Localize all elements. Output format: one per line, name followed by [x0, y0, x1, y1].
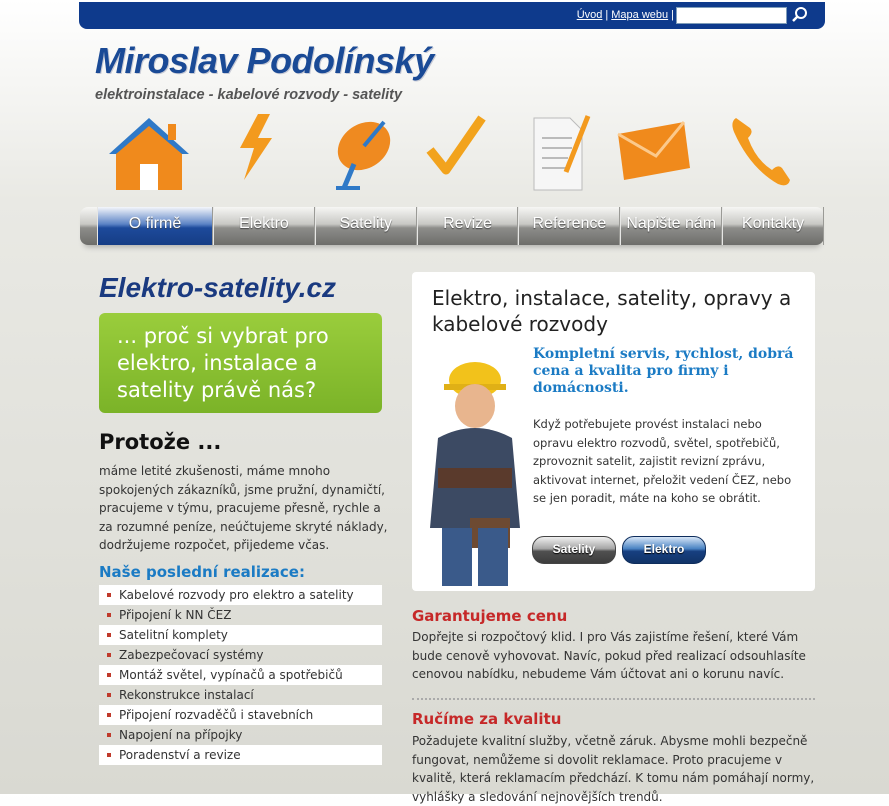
list-item: Kabelové rozvody pro elektro a satelity — [99, 585, 382, 605]
guarantee-heading: Garantujeme cenu — [412, 607, 568, 625]
main-nav — [80, 207, 824, 245]
house-icon[interactable] — [104, 112, 194, 192]
brand-logo[interactable]: Miroslav Podolínský — [95, 40, 434, 81]
card-lead: Kompletní servis, rychlost, dobrá cena a kvalita pro firmy i domácnosti. — [533, 346, 794, 396]
page-wrapper — [79, 0, 825, 804]
site-name: Elektro-satelity.cz — [99, 272, 337, 303]
nav-item-revize[interactable]: Revize — [417, 207, 519, 245]
envelope-icon[interactable] — [614, 112, 694, 182]
checkmark-icon[interactable] — [426, 112, 486, 182]
nav-item-elektro[interactable]: Elektro — [213, 207, 315, 245]
nav-item-napiste-nam[interactable]: Napište nám — [620, 207, 722, 245]
recent-projects-list — [99, 585, 382, 765]
search-icon[interactable] — [791, 6, 809, 24]
list-item: Zabezpečovací systémy — [99, 645, 382, 665]
quality-text: Požadujete kvalitní služby, včetně záruk. Abysme mohli bezpečně fungovat, nemůžeme si dovolit reklamace. Proto pracujeme v kvalitě, která reklamacím předchází. K tomu nám pomáhají normy, vyhlášky a sledování nejnovějších trendů. — [412, 734, 815, 804]
list-item: Připojení k NN ČEZ — [99, 605, 382, 625]
list-item: Poradenství a revize — [99, 745, 382, 765]
nav-item-satelity[interactable]: Satelity — [315, 207, 417, 245]
phone-icon[interactable] — [726, 112, 792, 192]
tagline: elektroinstalace - kabelové rozvody - satelity — [95, 87, 403, 103]
satellite-button[interactable]: Satelity — [532, 536, 616, 564]
list-item: Napojení na přípojky — [99, 725, 382, 745]
satellite-dish-icon[interactable] — [326, 112, 394, 192]
because-heading: Protože ... — [99, 430, 222, 454]
divider — [412, 698, 815, 700]
list-item: Rekonstrukce instalací — [99, 685, 382, 705]
home-link[interactable]: Úvod — [576, 9, 603, 21]
top-bar — [79, 2, 825, 29]
top-links: Úvod | Mapa webu | — [576, 9, 674, 21]
list-item: Připojení rozvaděčů i stavebních — [99, 705, 382, 725]
electro-button[interactable]: Elektro — [622, 536, 706, 564]
icon-row — [104, 112, 804, 194]
why-us-banner: ... proč si vybrat pro elektro, instalace a satelity právě nás? — [99, 313, 382, 413]
lightning-icon[interactable] — [232, 112, 278, 182]
card-title: Elektro, instalace, satelity, opravy a kabelové rozvody — [432, 286, 792, 336]
sitemap-link[interactable]: Mapa webu — [611, 9, 669, 21]
guarantee-text: Dopřejte si rozpočtový klid. I pro Vás zajistíme řešení, které Vám bude cenově vyhovovat. Navíc, pokud před realizací odsouhlasíte cenovou nabídku, nebudeme Vám účtovat ani o korunu navíc. — [412, 630, 806, 681]
document-pen-icon[interactable] — [526, 112, 596, 192]
card-text: Když potřebujete provést instalaci nebo opravu elektro rozvodů, světel, spotřebičů, zprovoznit satelit, zajistit revizní zprávu, aktivovat internet, přeložit vedení ČEZ, nebo se jen poradit, máte na koho se obrátit. — [533, 417, 792, 505]
nav-item-kontakty[interactable]: Kontakty — [722, 207, 824, 245]
nav-item-o-firme[interactable]: O firmě — [97, 207, 213, 245]
intro-card — [412, 272, 815, 591]
recent-projects-heading: Naše poslední realizace: — [99, 563, 305, 581]
worker-photo — [420, 348, 530, 590]
list-item: Satelitní komplety — [99, 625, 382, 645]
because-text: máme letité zkušenosti, máme mnoho spokojených zákazníků, jsme pružní, dynamičtí, pracujeme v týmu, pracujeme přesně, rychle a za rozumné peníze, neúčtujeme skryté náklady, dodržujeme rozpočet, přijedeme včas. — [99, 464, 388, 552]
nav-item-reference[interactable]: Reference — [518, 207, 620, 245]
quality-heading: Ručíme za kvalitu — [412, 710, 562, 728]
list-item: Montáž světel, vypínačů a spotřebičů — [99, 665, 382, 685]
search-input[interactable] — [676, 7, 787, 24]
